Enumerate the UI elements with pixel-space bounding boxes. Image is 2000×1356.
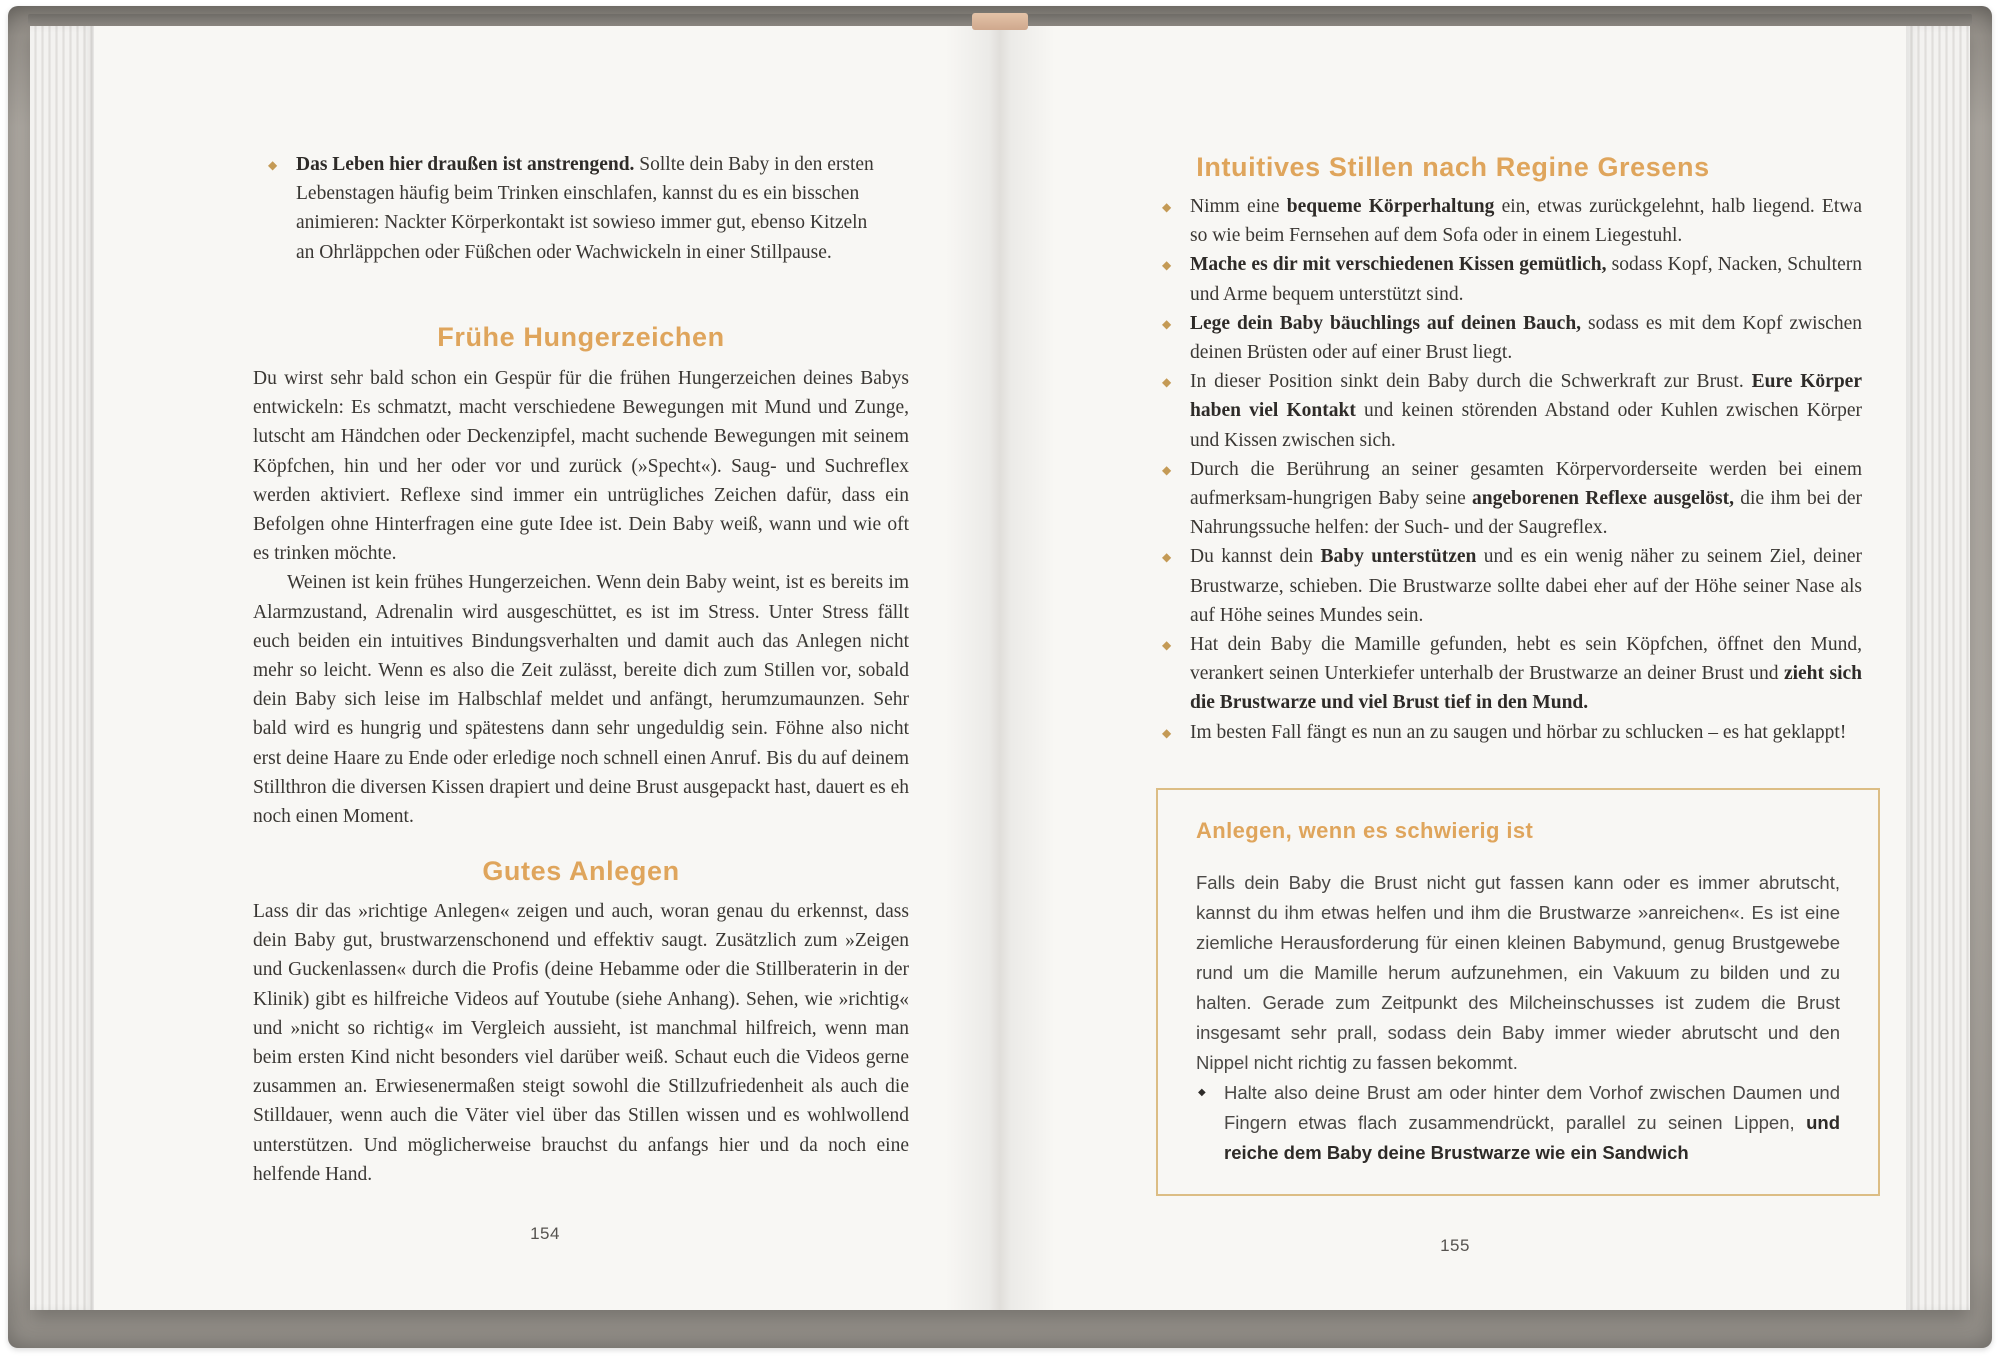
section-heading-fruehe-hungerzeichen: Frühe Hungerzeichen — [437, 322, 725, 352]
diamond-bullet-icon: ◆ — [1162, 200, 1172, 214]
list-item-text: Du kannst dein Baby unterstützen und es ein wenig näher zu seinem Ziel, deiner Brustwarze, schieben. Die Brustwarze sollte dabei eher auf der Höhe seiner Nase als auf Höhe seines Mundes sein. — [1190, 546, 1862, 626]
diamond-bullet-icon: ◆ — [1162, 462, 1172, 477]
info-box-bullet-text: Halte also deine Brust am oder hinter dem Vorhof zwischen Daumen und Fingern etwas flach zusammendrückt, parallel zu seinen Lippen, und reiche dem Baby deine Brustwarze wie ein Sandwich — [1224, 1082, 1840, 1163]
diamond-bullet-icon: ◆ — [268, 158, 278, 172]
info-box-paragraph: Falls dein Baby die Brust nicht gut fassen kann oder es immer abrutscht, kannst du ihm etwas helfen und ihm die Brustwarze »anreichen«. Es ist eine ziemliche Herausforderung für einen kleinen Babymund, genug Brustgewebe rund um die Mamille herum aufzunehmen, ein Vakuum zu bilden und zu halten. Gerade zum Zeitpunkt des Milcheinschusses ist zudem die Brust insgesamt sehr prall, sodass dein Baby immer wieder abrutscht und den Nippel nicht richtig zu fassen bekommt. — [1196, 872, 1840, 1073]
section-gutes-anlegen-body — [253, 897, 909, 1189]
diamond-bullet-icon: ◆ — [1162, 375, 1172, 390]
intro-bullet-text: Das Leben hier draußen ist anstrengend. Sollte dein Baby in den ersten Lebenstagen häufig beim Trinken einschlafen, kannst du es ein bisschen animieren: Nackter Körperkontakt ist sowieso immer gut, ebenso Kitzeln an Ohrläppchen oder Füßchen oder Wachwickeln in einer Stillpause. — [296, 154, 874, 263]
list-item — [1160, 309, 1862, 367]
list-item — [1160, 718, 1862, 747]
page-number-right: 155 — [1440, 1236, 1470, 1255]
list-item — [1160, 455, 1862, 543]
list-item-text: In dieser Position sinkt dein Baby durch die Schwerkraft zur Brust. Eure Körper haben viel Kontakt und keinen störenden Abstand oder Kuhlen zwischen Körper und Kissen zwischen sich. — [1190, 371, 1863, 451]
paragraph: Weinen ist kein frühes Hungerzeichen. Wenn dein Baby weint, ist es bereits im Alarmzustand, Adrenalin wird ausgeschüttet, es ist im Stress. Unter Stress fällt euch beiden ein intuitives Bindungsverhalten und damit auch das Anlegen nicht mehr so leicht. Wenn es also die Zeit zulässt, bereite dich zum Stillen vor, sobald dein Baby sich leise im Halbschlaf meldet und anfängt, herumzumaunzen. Sehr bald wird es hungrig und spätestens dann sehr ungeduldig sein. Föhne also nicht erst deine Haare zu Ende oder erledige noch schnell einen Anruf. Bis du auf deinem Stillthron die diversen Kissen drapiert und deine Brust ausgepackt hast, dauert es eh noch einen Moment. — [253, 572, 909, 828]
right-page — [1000, 0, 2000, 1356]
list-item-text: Hat dein Baby die Mamille gefunden, hebt es sein Köpfchen, öffnet den Mund, verankert seinen Unterkiefer unterhalb der Brustwarze an deiner Brust und zieht sich die Brustwarze und viel Brust tief in den Mund. — [1190, 634, 1862, 714]
intro-bullet-item — [266, 150, 880, 267]
diamond-bullet-icon: ◆ — [1162, 638, 1172, 653]
intuitives-stillen-bullet-list — [1160, 192, 1862, 747]
list-item — [1160, 250, 1862, 308]
list-item — [1160, 542, 1862, 630]
list-item-text: Mache es dir mit verschiedenen Kissen gemütlich, sodass Kopf, Nacken, Schultern und Arme bequem unterstützt sind. — [1190, 254, 1862, 305]
paragraph: Du wirst sehr bald schon ein Gespür für die frühen Hungerzeichen deines Babys entwickeln: Es schmatzt, macht verschiedene Bewegungen mit Mund und Zunge, lutscht am Händchen oder Deckenzipfel, macht suchende Bewegungen mit seinem Köpfchen, hin und her oder vor und zurück (»Specht«). Saug- und Suchreflex werden aktiviert. Reflexe sind immer ein untrügliches Zeichen dafür, dass ein Befolgen ohne Hinterfragen eine gute Idee ist. Dein Baby weiß, wann und wie oft es trinken möchte. — [253, 368, 909, 565]
diamond-bullet-icon: ◆ — [1162, 258, 1172, 273]
section-heading-intuitives-stillen: Intuitives Stillen nach Regine Gresens — [1196, 152, 1710, 182]
info-box-bullet-item — [1196, 1078, 1840, 1168]
diamond-bullet-icon: ◆ — [1162, 550, 1172, 565]
info-box-heading: Anlegen, wenn es schwierig ist — [1196, 818, 1534, 843]
list-item-text: Durch die Berührung an seiner gesamten Körpervorderseite werden bei einem aufmerksam-hungrigen Baby seine angeborenen Reflexe ausgelöst, die ihm bei der Nahrungssuche helfen: der Such- und der Saugreflex. — [1190, 458, 1862, 539]
list-item-text: Nimm eine bequeme Körperhaltung ein, etwas zurückgelehnt, halb liegend. Etwa so wie beim Fernsehen auf dem Sofa oder in einem Liegestuhl. — [1190, 196, 1862, 247]
section-heading-gutes-anlegen: Gutes Anlegen — [482, 856, 680, 886]
list-item — [1160, 192, 1862, 250]
info-box-anlegen-schwierig — [1156, 788, 1880, 1196]
diamond-bullet-icon: ◆ — [1162, 316, 1172, 331]
list-item-text: Lege dein Baby bäuchlings auf deinen Bauch, sodass es mit dem Kopf zwischen deinen Brüsten oder auf einer Brust liegt. — [1190, 312, 1862, 364]
list-item-text: Im besten Fall fängt es nun an zu saugen und hörbar zu schlucken – es hat geklappt! — [1190, 721, 1847, 743]
page-number-left: 154 — [530, 1224, 560, 1243]
list-item — [1160, 367, 1862, 455]
section-fruehe-hungerzeichen-body — [253, 364, 909, 831]
diamond-bullet-icon: ◆ — [1198, 1087, 1206, 1098]
paragraph: Lass dir das »richtige Anlegen« zeigen und auch, woran genau du erkennst, dass dein Baby gut, brustwarzenschonend und effektiv saugt. Zusätzlich zum »Zeigen und Guckenlassen« durch die Profis (deine Hebamme oder die Stillberaterin in der Klinik) gibt es hilfreiche Videos auf Youtube (siehe Anhang). Sehen, wie »richtig« und »nicht so richtig« im Vergleich aussieht, ist manchmal hilfreich, wenn man beim ersten Kind nicht besonders viel darüber weiß. Schaut euch die Videos gerne zusammen an. Erwiesenermaßen steigt sowohl die Stillzufriedenheit als auch die Stilldauer, wenn auch die Väter viel über das Stillen wissen und es wohlwollend unterstützen. Und möglicherweise brauchst du anfangs hier und da noch eine helfende Hand. — [253, 901, 909, 1185]
diamond-bullet-icon: ◆ — [1162, 725, 1172, 740]
list-item — [1160, 630, 1862, 718]
